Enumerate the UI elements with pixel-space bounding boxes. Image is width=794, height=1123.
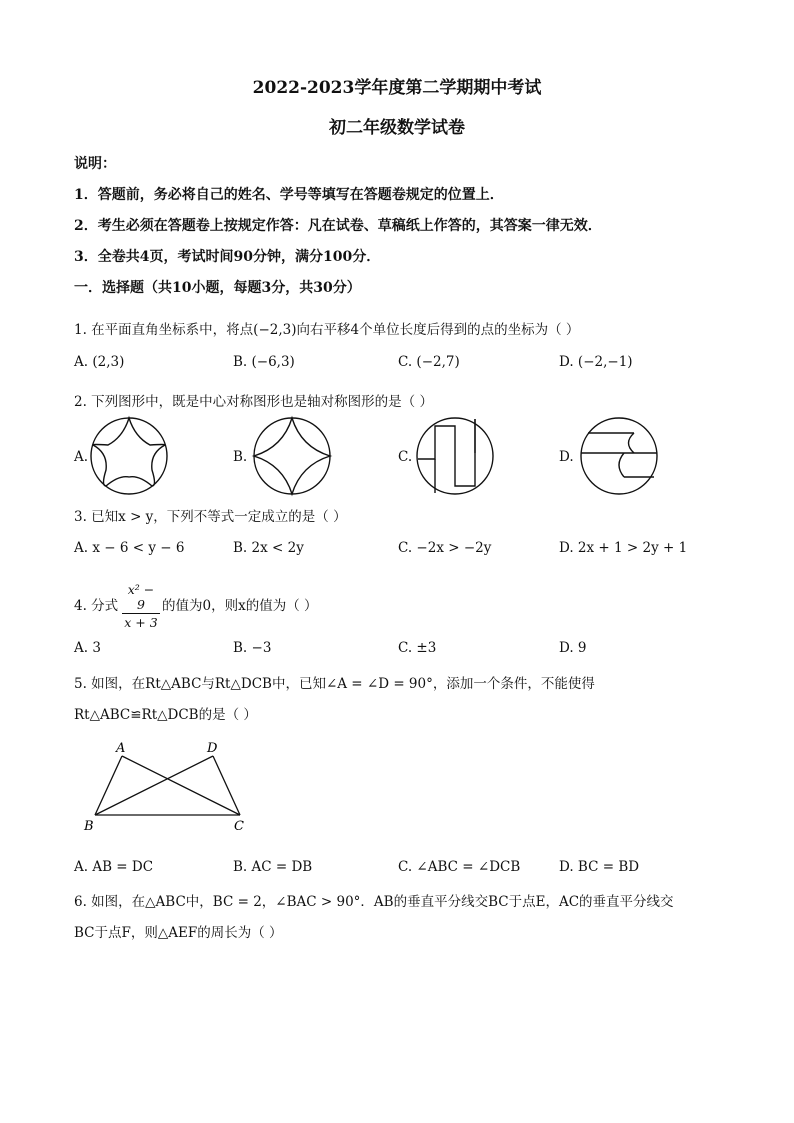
question-4-fraction-numerator: x² − 9 [127,582,155,612]
question-3-option-b: B. 2x < 2y [233,540,304,556]
question-1-option-c: C. (−2,7) [398,354,460,370]
question-4-option-c: C. ±3 [398,640,437,656]
question-5-option-a: A. AB = DC [74,859,154,875]
question-3-stem: 3. 已知x > y，下列不等式一定成立的是（ ） [74,509,347,525]
note-item-3: 3．全卷共4页，考试时间90分钟，满分100分． [74,249,381,265]
question-4-fraction [122,582,160,630]
question-4-fraction-denominator: x + 3 [122,613,160,630]
question-4-option-d: D. 9 [559,640,587,656]
figure-triangles-abcd [80,742,260,834]
question-3-option-a: A. x − 6 < y − 6 [74,540,185,556]
note-item-1: 1．答题前，务必将自己的姓名、学号等填写在答题卷规定的位置上． [74,187,504,203]
figure-label-d: D [207,742,218,756]
question-5-option-d: D. BC = BD [559,859,640,875]
figure-label-b: B [84,819,94,834]
question-5-option-c: C. ∠ABC = ∠DCB [398,859,521,875]
figure-circle-curved-square [251,415,333,497]
section-heading: 一．选择题（共10小题，每题3分，共30分） [74,280,361,296]
question-4-option-b: B. −3 [233,640,272,656]
figure-label-a: A [116,742,126,756]
question-2-option-b: B. [233,449,248,465]
question-1-option-a: A. (2,3) [74,354,125,370]
question-1-stem: 1. 在平面直角坐标系中，将点(−2,3)向右平移4个单位长度后得到的点的坐标为（ ） [74,322,580,338]
question-5-option-b: B. AC = DB [233,859,313,875]
question-3-option-c: C. −2x > −2y [398,540,492,556]
note-item-2: 2．考生必须在答题卷上按规定作答：凡在试卷、草稿纸上作答的，其答案一律无效． [74,218,602,234]
question-2-stem: 2. 下列图形中，既是中心对称图形也是轴对称图形的是（ ） [74,394,433,410]
question-2-option-d: D. [559,449,574,465]
question-4-option-a: A. 3 [74,640,101,656]
question-6-stem: 6. 如图，在△ABC中，BC = 2，∠BAC > 90°．AB的垂直平分线交BC于点E，AC的垂直平分线交 [74,894,674,910]
question-6-stem-2: BC于点F，则△AEF的周长为（ ） [74,925,283,941]
figure-circle-star [88,415,170,497]
question-3-option-d: D. 2x + 1 > 2y + 1 [559,540,688,556]
figure-circle-step [414,415,496,497]
page-subtitle: 初二年级数学试卷 [329,118,465,138]
question-1-option-d: D. (−2,−1) [559,354,633,370]
question-2-option-a: A. [74,449,89,465]
question-1-option-b: B. (−6,3) [233,354,295,370]
question-4-prefix: 4. 分式 [74,598,119,614]
question-2-option-c: C. [398,449,413,465]
question-4-suffix: 的值为0，则x的值为（ ） [162,598,318,614]
notes-label: 说明： [74,156,116,172]
question-5-stem: 5. 如图，在Rt△ABC与Rt△DCB中，已知∠A = ∠D = 90°，添加一个条件，不能使得 [74,676,595,692]
page-title: 2022-2023学年度第二学期期中考试 [252,78,542,98]
question-5-stem-2: Rt△ABC≌Rt△DCB的是（ ） [74,707,257,723]
figure-label-c: C [234,819,244,834]
figure-circle-bands [578,415,660,497]
